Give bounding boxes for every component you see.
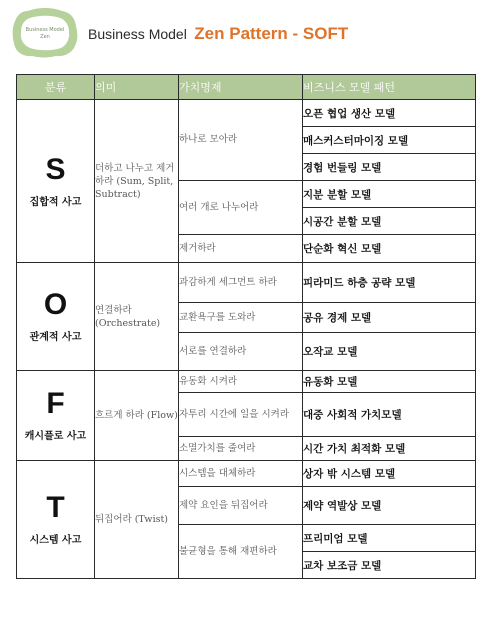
value-cell: 시스템을 대체하라 [179,461,303,487]
category-label: 관계적 사고 [29,332,82,343]
category-letter: S [45,152,66,186]
table-row [17,371,476,393]
category-label: 캐시플로 사고 [24,431,87,442]
value-cell: 서로를 연결하라 [179,333,303,371]
value-cell: 여러 개로 나누어라 [179,181,303,235]
pattern-cell: 오픈 협업 생산 모델 [303,100,476,127]
pattern-cell: 매스커스터마이징 모델 [303,127,476,154]
title-accent: Zen Pattern - SOFT [194,24,349,43]
value-cell: 제약 요인을 뒤집어라 [179,487,303,525]
pattern-cell: 경험 번들링 모델 [303,154,476,181]
category-letter: F [46,387,65,420]
category-letter: O [43,288,68,321]
pattern-cell: 피라미드 하층 공략 모델 [303,263,476,303]
value-cell: 불균형을 통해 재편하라 [179,525,303,579]
col-header-category: 분류 [17,75,95,100]
header [0,0,490,64]
value-cell: 교환욕구를 도와라 [179,303,303,333]
pattern-cell: 교차 보조금 모델 [303,552,476,579]
pattern-cell: 프리미엄 모델 [303,525,476,552]
pattern-cell: 지분 분할 모델 [303,181,476,208]
meaning-cell: 더하고 나누고 제거하라 (Sum, Split, Subtract) [95,100,179,263]
meaning-cell: 연결하라 (Orchestrate) [95,263,179,371]
pattern-cell: 시공간 분할 모델 [303,208,476,235]
category-cell-t [17,461,95,579]
pattern-cell: 제약 역발상 모델 [303,487,476,525]
category-cell-f [17,371,95,461]
table-row [17,100,476,127]
value-cell: 제거하라 [179,235,303,263]
meaning-cell: 뒤집어라 (Twist) [95,461,179,579]
soft-pattern-table [16,74,476,579]
page-title [88,24,348,44]
category-label: 집합적 사고 [29,196,82,208]
table-header-row [17,75,476,100]
logo-text-2: Zen [40,34,50,40]
value-cell: 하나로 모아라 [179,100,303,181]
category-letter: T [46,491,65,524]
category-label: 시스템 사고 [29,535,82,546]
col-header-value: 가치명제 [179,75,303,100]
pattern-cell: 시간 가치 최적화 모델 [303,437,476,461]
col-header-meaning: 의미 [95,75,179,100]
pattern-cell: 대중 사회적 가치모델 [303,393,476,437]
category-cell-s [17,100,95,263]
table-row [17,263,476,303]
pattern-cell: 유동화 모델 [303,371,476,393]
pattern-cell: 오작교 모델 [303,333,476,371]
table-row [17,461,476,487]
value-cell: 소멸가치를 줄여라 [179,437,303,461]
logo-text-1: Business Model [25,27,65,33]
logo-icon [12,8,78,58]
pattern-cell: 상자 밖 시스템 모델 [303,461,476,487]
title-plain: Business Model [88,26,187,42]
pattern-cell: 단순화 혁신 모델 [303,235,476,263]
value-cell: 과감하게 세그먼트 하라 [179,263,303,303]
meaning-cell: 흐르게 하라 (Flow) [95,371,179,461]
value-cell: 유동화 시켜라 [179,371,303,393]
category-cell-o [17,263,95,371]
value-cell: 자투리 시간에 일을 시켜라 [179,393,303,437]
col-header-pattern: 비즈니스 모델 패턴 [303,75,476,100]
pattern-cell: 공유 경제 모델 [303,303,476,333]
